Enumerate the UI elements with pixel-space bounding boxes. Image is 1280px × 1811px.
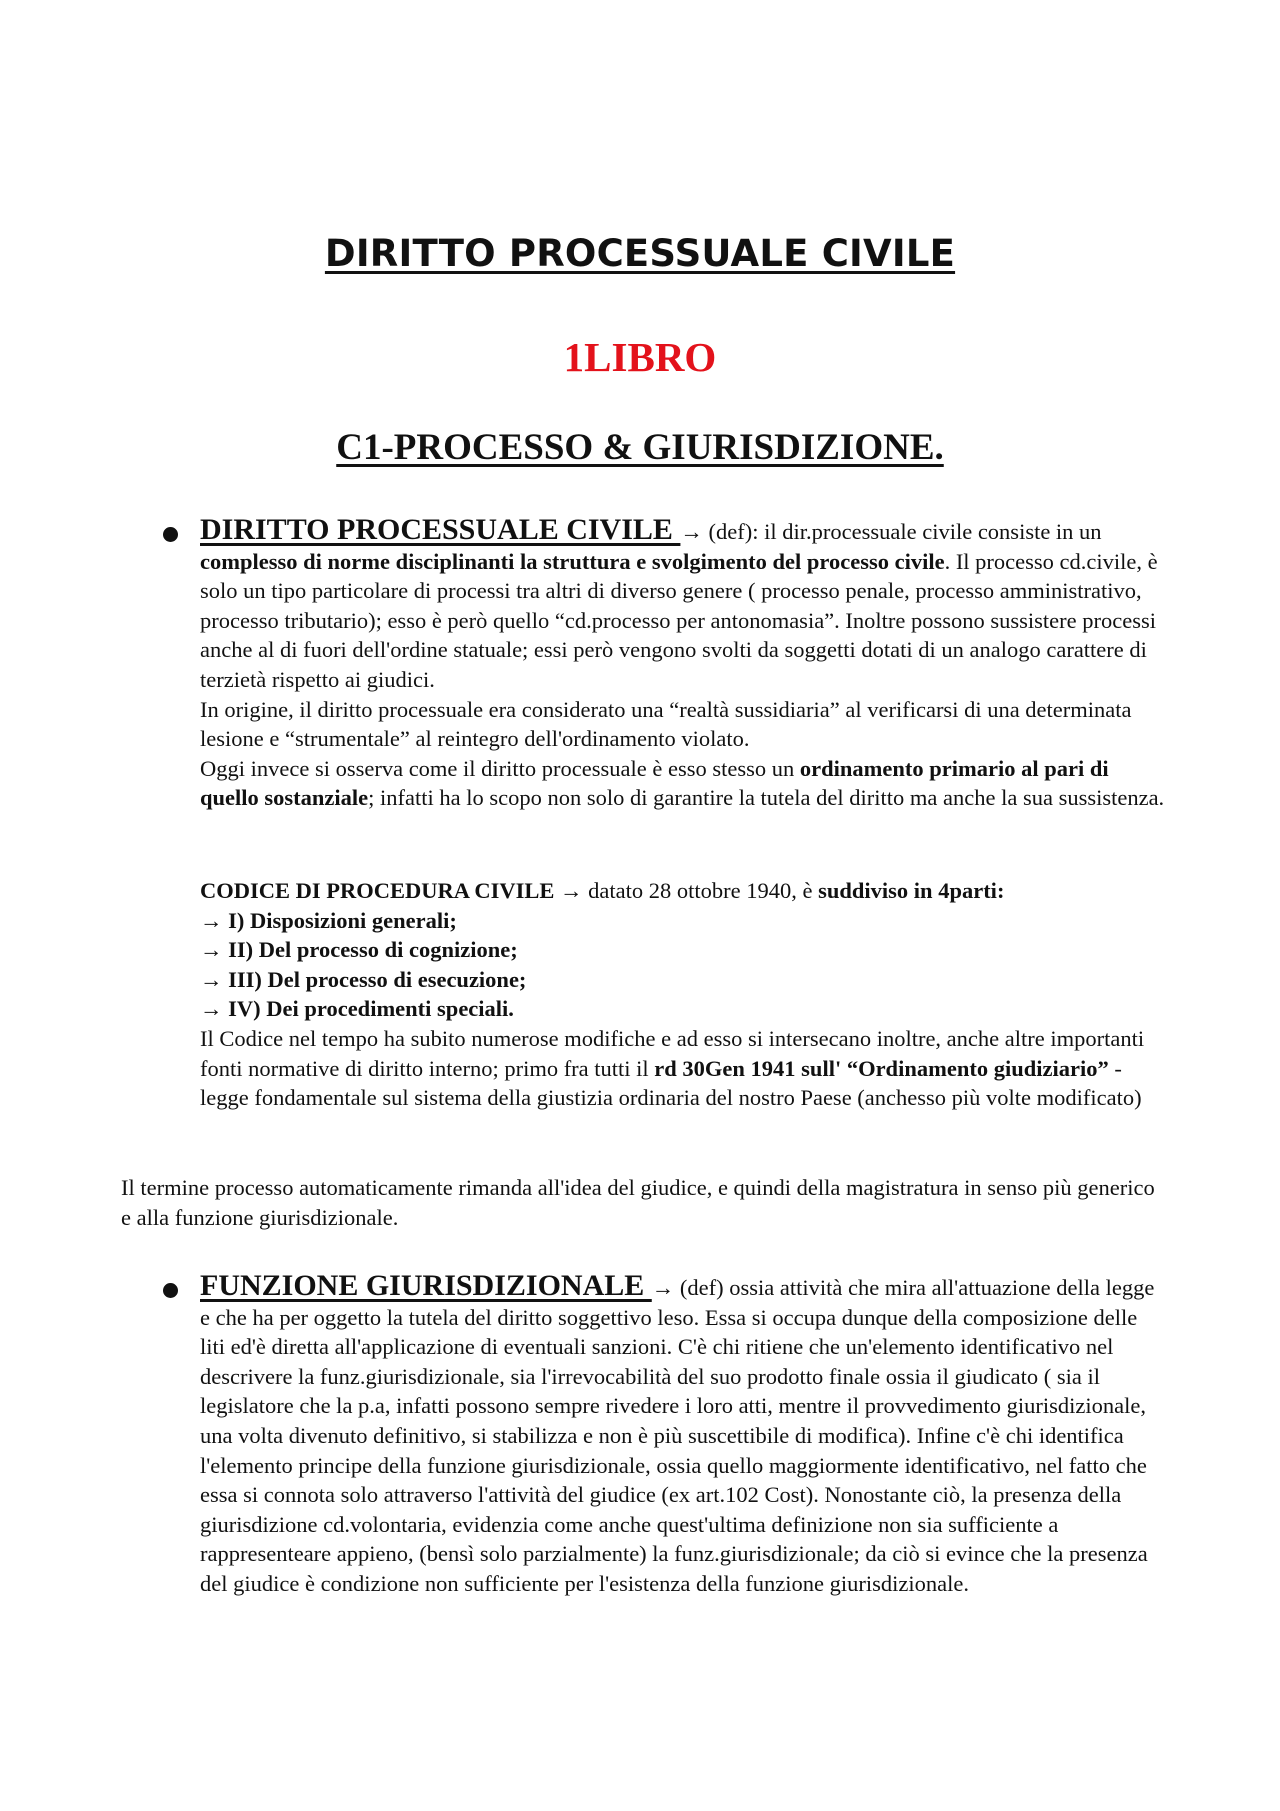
- part-label: → III) Del processo di esecuzione;: [200, 966, 527, 992]
- codice-intro: [200, 876, 1165, 906]
- text-run: Il Codice nel tempo ha subito numerose modifiche e ad esso si intersecano inoltre, anche altre importanti fonti normative di diritto interno; primo fra tutti il: [200, 1025, 1145, 1081]
- text-run: (def) ossia attività che mira all'attuazione della legge e che ha per oggetto la tutela del diritto soggettivo leso. Essa si occupa dunque della composizione delle liti ed'è diretta all'applicazione di eventuali sanzioni. C'è chi ritiene che un'elemento identificativo nel descrivere la funz.giurisdizionale, sia l'irrevocabilità del suo prodotto finale ossia il giudicato ( sia il legislatore che la p.a, infatti possono sempre rivedere i loro atti, mentre il provvedimento giurisdizionale, una volta divenuto definitivo, si stabilizza e non è più suscettibile di modifica). Infine c'è chi identifica l'elemento principe della funzione giurisdizionale, ossia quello maggiormente identificativo, nel fatto che essa si connota solo attraverso l'attività del giudice (ex art.102 Cost). Nonostante ciò, la presenza della giurisdizione cd.volontaria, evidenzia come anche quest'ultima definizione non sia sufficiente a rappresenteare appieno, (bensì solo parzialmente) la funz.giurisdizionale; da ciò si evince che la presenza del giudice è condizione non sufficiente per l'esistenza della funzione giurisdizionale.: [200, 1275, 1155, 1596]
- codice-part: [200, 935, 1165, 965]
- bold-run: ordinamento primario al pari di quello sostanziale: [200, 755, 1109, 811]
- paragraph: In origine, il diritto processuale era considerato una “realtà sussidiaria” al verificarsi di una determinata lesione e “strumentale” al reintegro dell'ordinamento violato.: [200, 696, 1132, 752]
- text-run: Oggi invece si osserva come il diritto processuale è esso stesso un: [200, 755, 800, 781]
- paragraph: [200, 1024, 1165, 1113]
- arrow-glyph: →: [651, 1275, 675, 1300]
- part-label: → IV) Dei procedimenti speciali.: [200, 996, 514, 1022]
- bold-run: suddiviso in 4parti:: [818, 878, 1005, 903]
- section-funzione-giurisdizionale: [200, 1271, 1165, 1599]
- codice-part: [200, 965, 1165, 995]
- text-run: (def): il dir.processuale civile consiste in un: [702, 519, 1102, 544]
- bold-run: complesso di norme disciplinanti la struttura e svolgimento del processo civile: [200, 548, 945, 574]
- text-run: . Il processo cd.civile, è solo un tipo particolare di processi tra altri di diverso genere ( processo penale, processo amministrativo, processo tributario); esso è però quello “cd.processo per antonomasia”. Inoltre possono sussistere processi anche al di fuori dell'ordine statuale; essi però vengono svolti da soggetti dotati di un analogo carattere di terzietà rispetto ai giudici.: [200, 548, 1158, 692]
- section-heading: FUNZIONE GIURISDIZIONALE: [200, 1269, 652, 1302]
- bullet-icon: [163, 527, 178, 542]
- definition-paragraph: [200, 1271, 1165, 1599]
- bold-run: rd 30Gen 1941 sull' “Ordinamento giudiziario”: [654, 1055, 1109, 1081]
- codice-part: [200, 906, 1165, 936]
- chapter-heading: C1-PROCESSO & GIURISDIZIONE.: [336, 427, 944, 468]
- section-heading: DIRITTO PROCESSUALE CIVILE: [200, 513, 681, 546]
- arrow-glyph: →: [680, 519, 703, 544]
- paragraph: [200, 754, 1165, 813]
- text-run: ; infatti ha lo scopo non solo di garantire la tutela del diritto ma anche la sua sussistenza.: [368, 785, 1165, 811]
- codice-label: CODICE DI PROCEDURA CIVILE: [200, 878, 555, 903]
- text-run: → datato 28 ottobre 1940, è: [554, 878, 819, 903]
- codice-part: [200, 994, 1165, 1024]
- intro-block: [121, 1173, 1161, 1232]
- codice-block: [200, 876, 1165, 1113]
- document-title: DIRITTO PROCESSUALE CIVILE: [324, 232, 956, 275]
- section-diritto-processuale: [200, 515, 1165, 813]
- bullet-icon: [163, 1283, 178, 1298]
- part-label: → I) Disposizioni generali;: [200, 907, 457, 933]
- text-run: - legge fondamentale sul sistema della giustizia ordinaria del nostro Paese (anchesso più volte modificato): [200, 1055, 1142, 1111]
- book-heading: 1LIBRO: [563, 334, 717, 380]
- part-label: → II) Del processo di cognizione;: [200, 937, 518, 963]
- paragraph: Il termine processo automaticamente rimanda all'idea del giudice, e quindi della magistratura in senso più generico e alla funzione giurisdizionale.: [121, 1175, 1155, 1230]
- definition-paragraph: [200, 515, 1165, 695]
